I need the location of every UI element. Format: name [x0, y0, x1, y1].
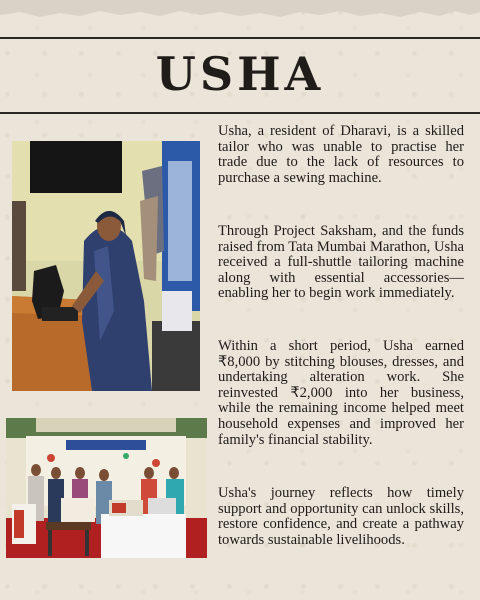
paragraph-conclusion: Usha's journey reflects how timely support and opportunity can unlock skills, restore confidence, and create a pathway towards sustainable livelihoods. [218, 485, 464, 548]
paragraph-support: Through Project Saksham, and the funds raised from Tata Mumbai Marathon, Usha received a full-shuttle tailoring machine along with essential accessories—enabling her to begin work immediately. [218, 223, 464, 302]
torn-paper-edge [0, 0, 480, 24]
page-title: USHA [155, 47, 325, 101]
usha-sewing-photo [12, 141, 200, 391]
paragraph-earnings: Within a short period, Usha earned ₹8,000 by stitching blouses, dresses, and undertaking alteration work. She reinvested ₹2,000 into her business, while the remaining income helped meet household expenses and improved her family's financial stability. [218, 338, 464, 448]
title-rule-top [0, 37, 480, 39]
event-photo [6, 418, 207, 558]
paragraph-intro: Usha, a resident of Dharavi, is a skilled tailor who was unable to practise her trade due to the lack of resources to purchase a sewing machine. [218, 123, 464, 186]
title-rule-bottom [0, 112, 480, 114]
